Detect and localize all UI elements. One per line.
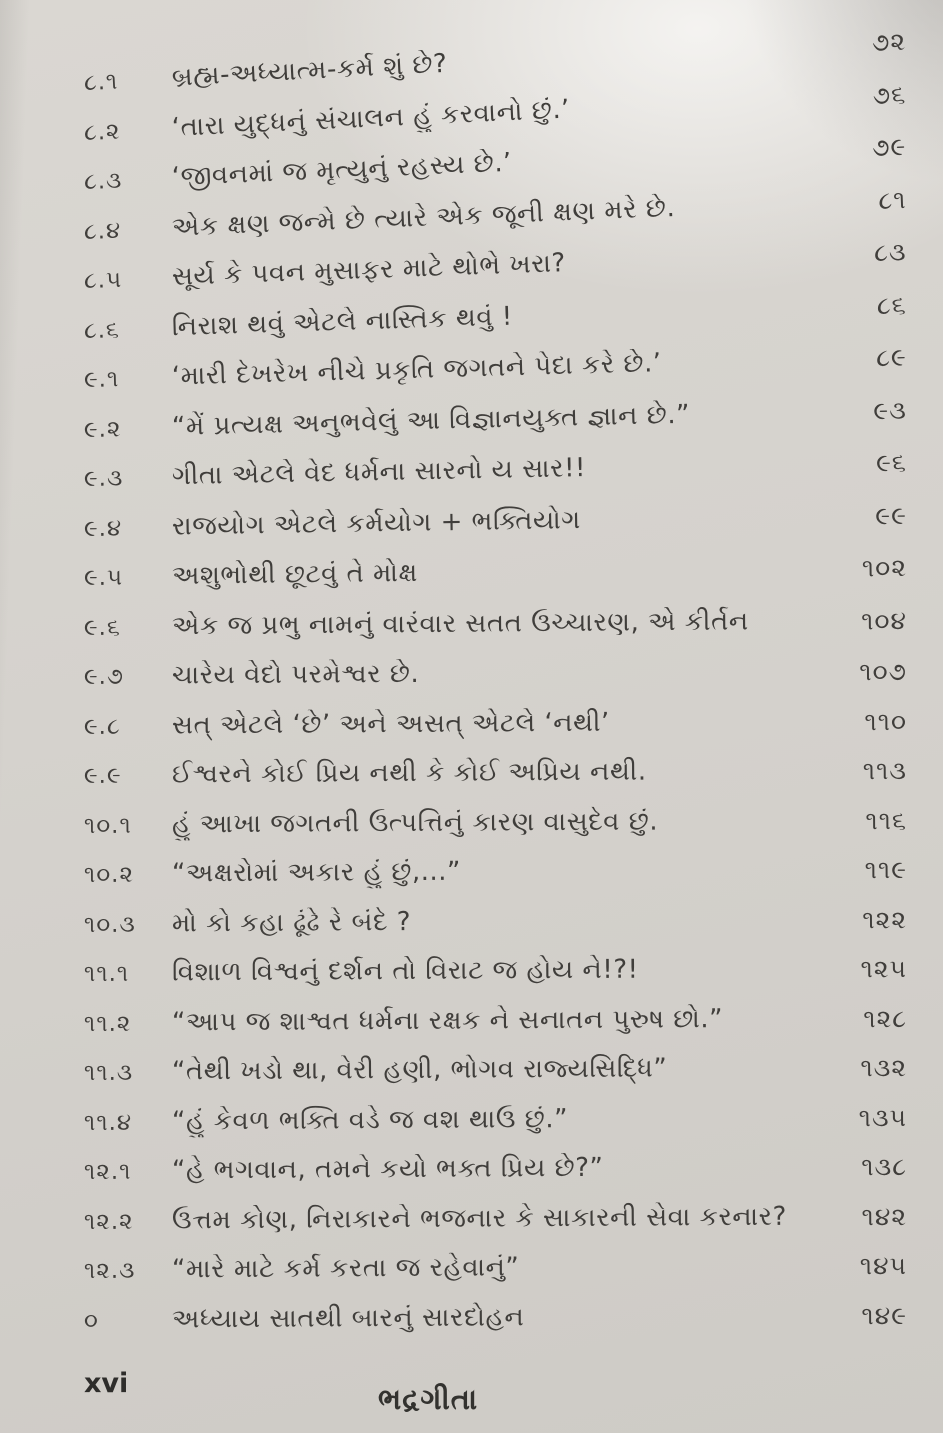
toc-entry-title: એક જ પ્રભુ નામનું વારંવાર સતત ઉચ્ચારણ, એ કીર્તન (171, 606, 749, 642)
toc-entry-title: સત્ એટલે ‘છે’ અને અસત્ એટલે ‘નથી’ (171, 707, 610, 741)
toc-entry-number: ૧૨.૩ (83, 1257, 136, 1284)
toc-entry-page: ૮૩ (873, 236, 907, 268)
toc-entry-page: ૧૦૨ (861, 552, 908, 583)
toc-entry-title: ‘જીવનમાં જ મૃત્યુનું રહસ્ય છે.’ (171, 148, 513, 193)
toc-entry-title: ઉત્તમ કોણ, નિરાકારને ભજનાર કે સાકારની સેવા કરનાર? (171, 1201, 787, 1236)
toc-entry-number: ૯.૬ (83, 613, 121, 641)
toc-entry-page: ૧૨૮ (863, 1003, 908, 1033)
toc-row (0, 1092, 943, 1147)
toc-entry-title: “મેં પ્રત્યક્ષ અનુભવેલું આ વિજ્ઞાનયુક્ત જ્ઞાન છે.” (171, 399, 691, 442)
toc-entry-title: બ્રહ્મ-અધ્યાત્મ-કર્મ શું છે? (171, 49, 449, 93)
toc-entry-number: ૮.૬ (83, 316, 121, 344)
toc-row (0, 795, 943, 850)
toc-entry-title: મો કો કહા ઢૂંઢે રે બંદે ? (171, 906, 412, 939)
toc-entry-page: ૧૧૯ (864, 854, 908, 885)
toc-entry-page: ૧૨૨ (862, 904, 908, 934)
toc-entry-page: ૭૬ (872, 78, 907, 110)
book-title-footer: ભદ્રગીતા (378, 1382, 479, 1416)
toc-entry-page: ૭૨ (871, 26, 907, 58)
toc-entry-number: ૧૧.૪ (83, 1108, 133, 1136)
toc-entry-page: ૧૧૩ (862, 755, 908, 786)
toc-entry-number: ૧૨.૨ (83, 1207, 134, 1235)
toc-entry-title: વિશાળ વિશ્વનું દર્શન તો વિરાટ જ હોય ને!?! (171, 954, 639, 988)
toc-entry-number: ૧૨.૧ (83, 1158, 132, 1185)
toc-row (0, 696, 943, 751)
toc-row (0, 543, 943, 604)
toc-entry-number: ૧૦.૩ (83, 910, 136, 938)
toc-entry-number: ૧૧.૧ (83, 960, 130, 987)
toc-row (0, 1043, 943, 1098)
page-number-roman: xvi (84, 1368, 129, 1399)
toc-entry-page: ૧૪૨ (861, 1201, 908, 1231)
toc-entry-page: ૧૧૬ (865, 805, 908, 835)
toc-entry-page: ૧૩૮ (861, 1151, 908, 1182)
toc-entry-title: “મારે માટે કર્મ કરતા જ રહેવાનું” (171, 1252, 520, 1285)
toc-entry-page: ૮૬ (876, 289, 908, 320)
toc-entry-number: ૮.૨ (83, 117, 122, 146)
toc-entry-number: ૧૦.૨ (83, 861, 135, 888)
toc-entry-title: એક ક્ષણ જન્મે છે ત્યારે એક જૂની ક્ષણ મરે છે. (171, 192, 676, 243)
toc-entry-page: ૭૯ (871, 131, 907, 163)
toc-entry-page: ૧૦૪ (861, 605, 908, 635)
toc-entry-title: સૂર્ય કે પવન મુસાફર માટે થોભે ખરા? (171, 248, 567, 293)
toc-entry-title: નિરાશ થવું એટલે નાસ્તિક થવું ! (171, 301, 514, 343)
toc-entry-page: ૧૧૦ (864, 706, 908, 736)
toc-entry-title: “હું કેવળ ભક્તિ વડે જ વશ થાઉં છું.” (171, 1103, 569, 1137)
toc-entry-title: અધ્યાય સાતથી બારનું સારદોહન (171, 1302, 525, 1335)
toc-entry-page: ૧૩૫ (858, 1102, 908, 1132)
toc-entry-title: ઈશ્વરને કોઈ પ્રિય નથી કે કોઈ અપ્રિય નથી. (171, 756, 647, 790)
toc-row (0, 944, 943, 999)
toc-entry-title: “આપ જ શાશ્વત ધર્મના રક્ષક ને સનાતન પુરુષ છો.” (171, 1003, 724, 1038)
toc-entry-page: ૧૪૯ (861, 1300, 908, 1330)
toc-row (0, 1290, 943, 1345)
toc-entry-title: “તેથી ખડો થા, વેરી હણી, ભોગવ રાજ્યસિદ્ધિ” (171, 1053, 668, 1087)
toc-entry-number: ૯.૭ (83, 663, 125, 690)
toc-entry-title: અશુભોથી છૂટવું તે મોક્ષ (171, 558, 419, 592)
toc-entry-number: ૦ (83, 1307, 99, 1334)
toc-entry-number: ૯.૯ (83, 762, 122, 789)
toc-entry-number: ૯.૮ (83, 713, 121, 740)
toc-entry-title: ‘મારી દેખરેખ નીચે પ્રકૃતિ જગતને પેદા કરે છે.’ (171, 348, 662, 392)
toc-entry-number: ૯.૫ (83, 564, 124, 591)
toc-entry-page: ૮૧ (877, 184, 907, 215)
toc-entry-number: ૮.૪ (83, 216, 122, 245)
toc-entry-number: ૧૧.૩ (83, 1059, 134, 1086)
toc-row (0, 746, 943, 801)
toc-list (0, 26, 943, 1345)
toc-entry-page: ૯૬ (875, 447, 908, 478)
toc-entry-number: ૧૦.૧ (83, 811, 132, 839)
toc-row (0, 1191, 943, 1246)
toc-row (0, 993, 943, 1048)
toc-entry-page: ૧૨૫ (860, 953, 908, 984)
toc-row (0, 1142, 943, 1197)
toc-entry-number: ૮.૧ (83, 68, 119, 96)
toc-row (0, 1241, 943, 1296)
toc-row (0, 894, 943, 949)
toc-entry-title: “હે ભગવાન, તમને કયો ભક્ત પ્રિય છે?” (171, 1153, 604, 1186)
toc-entry-title: હું આખા જગતની ઉત્પત્તિનું કારણ વાસુદેવ છું. (171, 806, 659, 840)
toc-entry-number: ૧૧.૨ (83, 1009, 132, 1037)
toc-entry-number: ૯.૧ (83, 365, 120, 393)
toc-entry-title: ‘તારા યુદ્ધનું સંચાલન હું કરવાનો છું.’ (171, 94, 571, 143)
toc-entry-number: ૯.૩ (83, 465, 124, 492)
toc-entry-title: રાજયોગ એટલે કર્મયોગ + ભક્તિયોગ (171, 504, 581, 542)
toc-entry-title: ચારેય વેદો પરમેશ્વર છે. (171, 659, 420, 691)
toc-entry-number: ૮.૩ (83, 167, 123, 195)
toc-entry-number: ૮.૫ (83, 266, 123, 294)
toc-row (0, 647, 943, 702)
toc-entry-page: ૯૩ (872, 394, 908, 425)
toc-entry-page: ૧૩૨ (860, 1052, 908, 1083)
toc-row (0, 845, 943, 900)
toc-entry-page: ૧૪૫ (859, 1250, 908, 1281)
toc-entry-number: ૯.૪ (83, 514, 123, 542)
toc-entry-page: ૧૦૭ (859, 656, 908, 687)
toc-row (0, 595, 943, 652)
toc-entry-title: “અક્ષરોમાં અકાર હું છું,...” (171, 856, 462, 889)
toc-entry-page: ૯૯ (875, 500, 908, 530)
toc-entry-number: ૯.૨ (83, 415, 122, 443)
toc-entry-title: ગીતા એટલે વેદ ધર્મના સારનો ય સાર!! (171, 453, 587, 492)
toc-entry-page: ૮૯ (875, 342, 908, 373)
